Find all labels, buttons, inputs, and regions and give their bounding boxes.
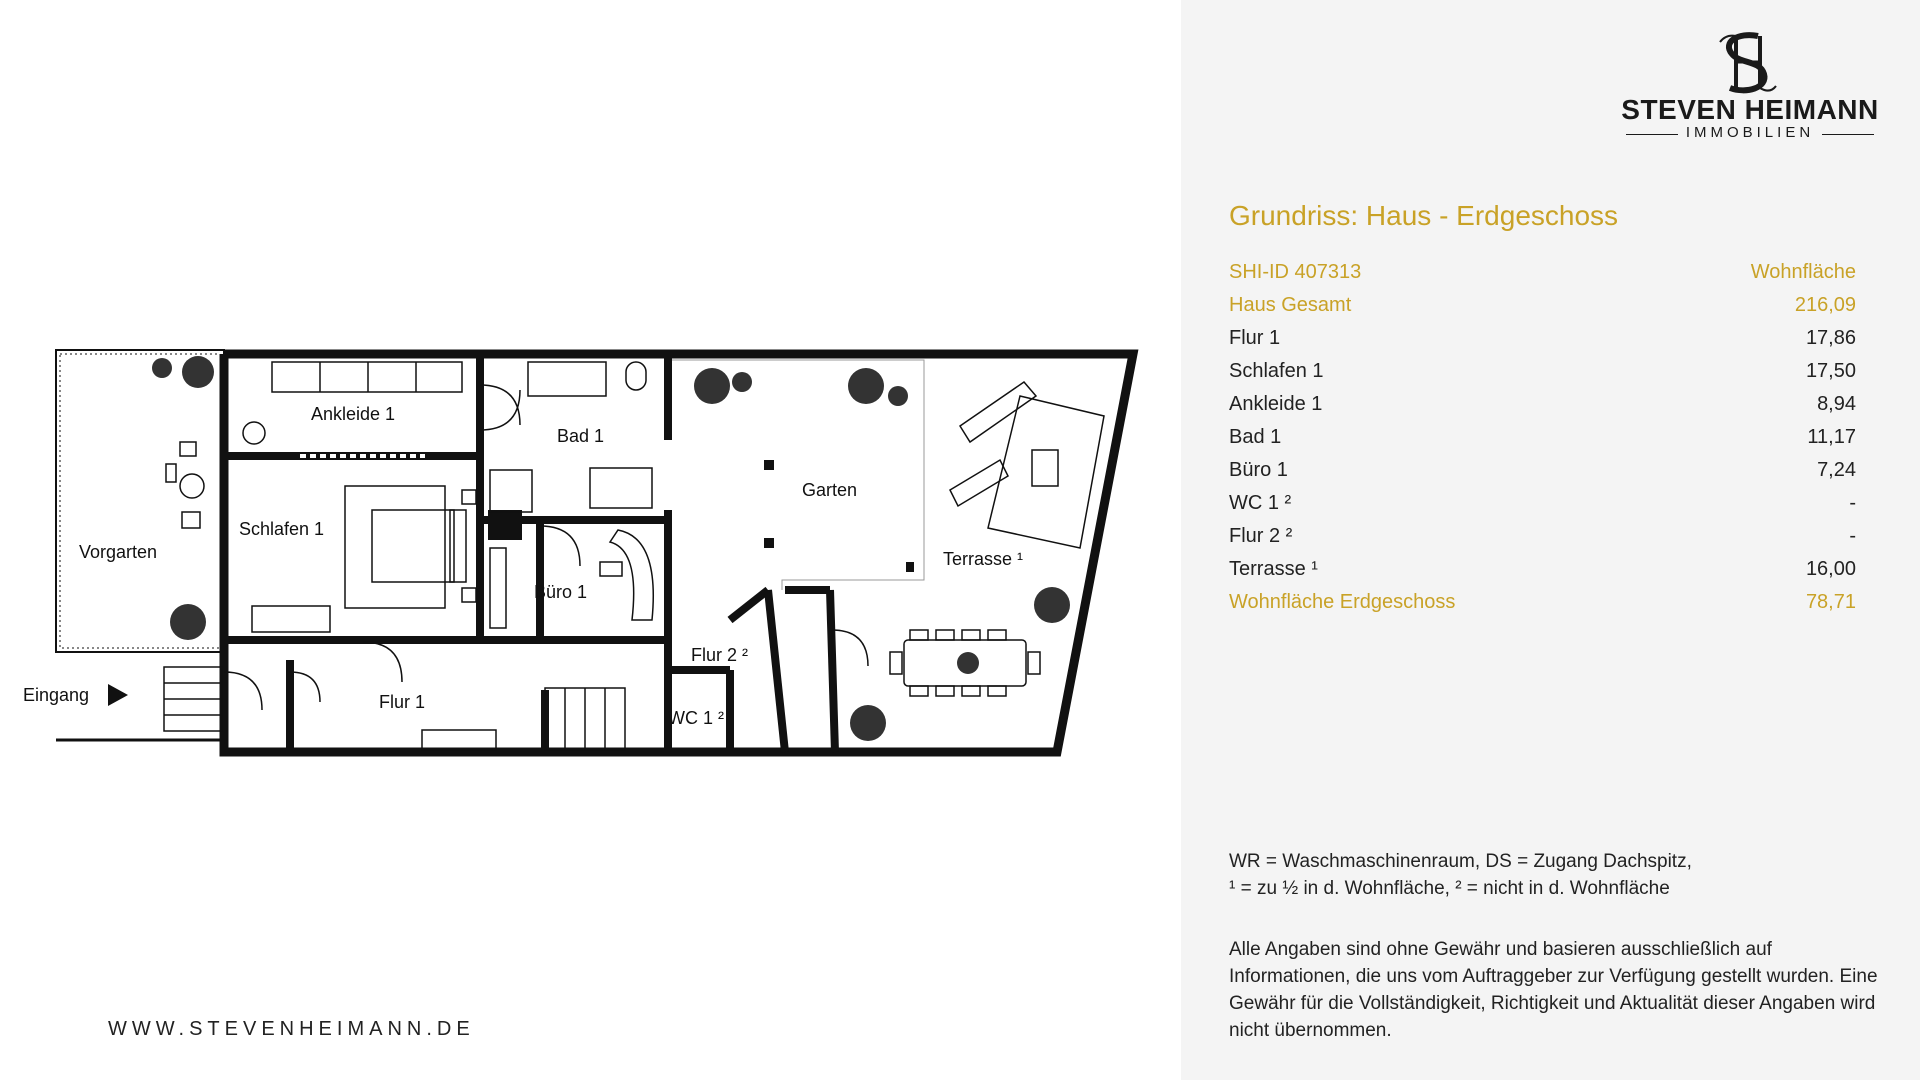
table-row (1229, 324, 1856, 357)
label-flur2: Flur 2 ² (691, 645, 749, 665)
monogram-icon (1712, 30, 1784, 96)
row-label: Schlafen 1 (1229, 360, 1324, 382)
table-row (1229, 522, 1856, 555)
table-total-row (1229, 291, 1856, 324)
label-terrasse: Terrasse ¹ (943, 549, 1024, 569)
row-value: 17,50 (1805, 360, 1856, 382)
table-header-row (1229, 258, 1856, 291)
logo-name: STEVEN HEIMANN (1621, 94, 1879, 125)
area-table (1229, 258, 1856, 621)
label-vorgarten: Vorgarten (79, 542, 158, 562)
vorgarten-furniture (166, 442, 204, 528)
row-label: Bad 1 (1229, 426, 1282, 448)
row-label: Flur 1 (1229, 327, 1281, 349)
label-bad: Bad 1 (557, 426, 605, 446)
row-value: 7,24 (1817, 459, 1856, 481)
table-row (1229, 423, 1856, 456)
label-flur1: Flur 1 (379, 692, 426, 712)
row-label: Ankleide 1 (1229, 393, 1323, 415)
wardrobe (272, 362, 462, 392)
row-value: - (1849, 492, 1856, 514)
chimney (488, 510, 522, 540)
floor-plan-drawing (0, 330, 1181, 780)
row-value: 17,86 (1805, 327, 1856, 349)
row-value: 11,17 (1807, 426, 1856, 448)
row-label: Haus Gesamt (1229, 294, 1352, 316)
label-wc: WC 1 ² (668, 708, 724, 728)
row-label: Terrasse ¹ (1229, 558, 1318, 580)
row-value: 216,09 (1794, 294, 1856, 316)
label-eingang: Eingang (23, 685, 90, 705)
row-label: Wohnfläche Erdgeschoss (1229, 591, 1456, 613)
website-link[interactable]: WWW.STEVENHEIMANN.DE (108, 1018, 475, 1040)
terrasse-furniture (832, 382, 1104, 696)
label-schlafen: Schlafen 1 (239, 519, 325, 539)
table-row (1229, 456, 1856, 489)
legend-line: ¹ = zu ½ in d. Wohnfläche, ² = nicht in d. Wohnfläche (1229, 878, 1670, 899)
piano (252, 606, 330, 632)
office-desk (490, 526, 653, 628)
row-value: 78,71 (1805, 591, 1856, 613)
table-summary-row (1229, 588, 1856, 621)
row-label: Büro 1 (1229, 459, 1288, 481)
row-value: 16,00 (1805, 558, 1856, 580)
label-buero: Büro 1 (534, 582, 588, 602)
page-title: Grundriss: Haus - Erdgeschoss (1229, 200, 1619, 231)
table-header-label: SHI-ID 407313 (1229, 261, 1362, 283)
entrance-arrow-icon (108, 684, 128, 706)
label-garten: Garten (802, 480, 858, 500)
logo-subtitle: IMMOBILIEN (1685, 124, 1815, 141)
table-row (1229, 489, 1856, 522)
table-header-value: Wohnfläche (1750, 261, 1856, 283)
row-value: 8,94 (1817, 393, 1856, 415)
table-row (1229, 555, 1856, 588)
table-row (1229, 357, 1856, 390)
row-label: Flur 2 ² (1229, 525, 1293, 547)
company-logo (1620, 30, 1880, 145)
legend-line: WR = Waschmaschinenraum, DS = Zugang Dachspitz, (1229, 851, 1692, 872)
row-label: WC 1 ² (1229, 492, 1292, 514)
floor-plan (0, 330, 1181, 780)
table-row (1229, 390, 1856, 423)
row-value: - (1849, 525, 1856, 547)
legend (1229, 848, 1692, 902)
disclaimer: Alle Angaben sind ohne Gewähr und basieren ausschließlich auf Informationen, die uns vom Auftraggeber zur Verfügung gestellt wurden. Eine Gewähr für die Vollständigkeit, Richtigkeit und Aktualität dieser Angaben wird nicht übernommen. (1229, 939, 1878, 1041)
label-ankleide: Ankleide 1 (311, 404, 396, 424)
bed (345, 486, 476, 608)
